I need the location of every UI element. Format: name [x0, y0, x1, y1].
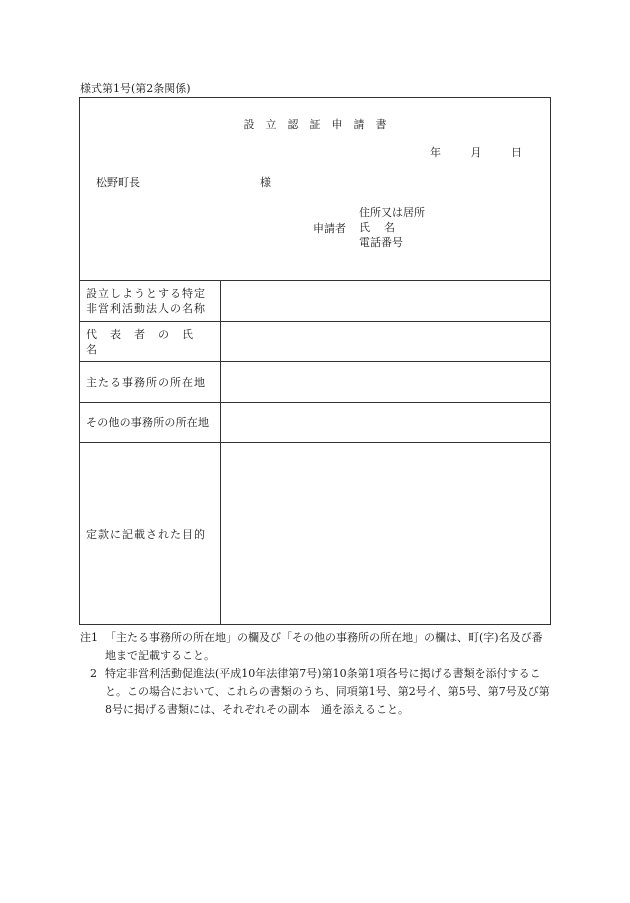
applicant-address-label: 住所又は居所 [359, 206, 425, 219]
main-office-address-field[interactable] [221, 362, 550, 402]
org-name-field[interactable] [221, 281, 550, 321]
note-text: 特定非営利活動促進法(平成10年法律第7号)第10条第1項各号に掲げる書類を添付すること。この場合において、これらの書類のうち、同項第1号、第2号イ、第5号、第7号及び第8号に掲げる書類には、それぞれその副本 通を添えること。 [105, 667, 550, 716]
form-row-purpose [80, 443, 550, 625]
date-day-label: 日 [511, 146, 522, 159]
notes [80, 629, 552, 719]
note-number: 2 [90, 667, 97, 680]
form-row-main-office [80, 362, 550, 403]
representative-name-field[interactable] [221, 322, 550, 361]
note-text: 「主たる事務所の所在地」の欄及び「その他の事務所の所在地」の欄は、町(字)名及び番地まで記載すること。 [105, 631, 543, 662]
row-label-representative: 代表者の氏名 [80, 322, 221, 361]
applicant-name-label [359, 220, 425, 235]
form-row-org-name [80, 281, 550, 322]
date-month-label: 月 [470, 146, 482, 159]
document-title: 設立認証申請書 [243, 118, 398, 131]
date-year-label: 年 [430, 146, 441, 159]
note-number: 注1 [80, 631, 98, 644]
application-form [79, 97, 551, 625]
addressee: 松野町長 [96, 176, 140, 189]
row-label-purpose: 定款に記載された目的 [80, 443, 221, 625]
applicant-name-part-a: 氏 [359, 221, 370, 234]
row-label-org-name [80, 281, 221, 321]
row-label-org-name-line2: 非営利活動法人の名称 [86, 302, 206, 315]
applicant-fields [359, 205, 425, 250]
date-line [430, 144, 522, 160]
honorific: 様 [260, 176, 271, 189]
form-row-other-offices [80, 403, 550, 443]
form-rows [80, 281, 550, 625]
other-office-address-field[interactable] [221, 403, 550, 442]
applicant-label: 申請者 [313, 222, 346, 235]
row-label-main-office: 主たる事務所の所在地 [80, 362, 221, 402]
row-label-other-offices: その他の事務所の所在地 [80, 403, 221, 442]
form-number: 様式第1号(第2条関係) [80, 82, 191, 95]
form-row-representative [80, 322, 550, 362]
purpose-field[interactable] [221, 443, 550, 625]
applicant-name-part-b: 名 [384, 221, 395, 234]
form-header [80, 98, 550, 281]
applicant-phone-label: 電話番号 [359, 236, 403, 249]
note-item [80, 629, 552, 665]
note-item [80, 665, 552, 719]
row-label-org-name-line1: 設立しようとする特定 [86, 287, 206, 300]
